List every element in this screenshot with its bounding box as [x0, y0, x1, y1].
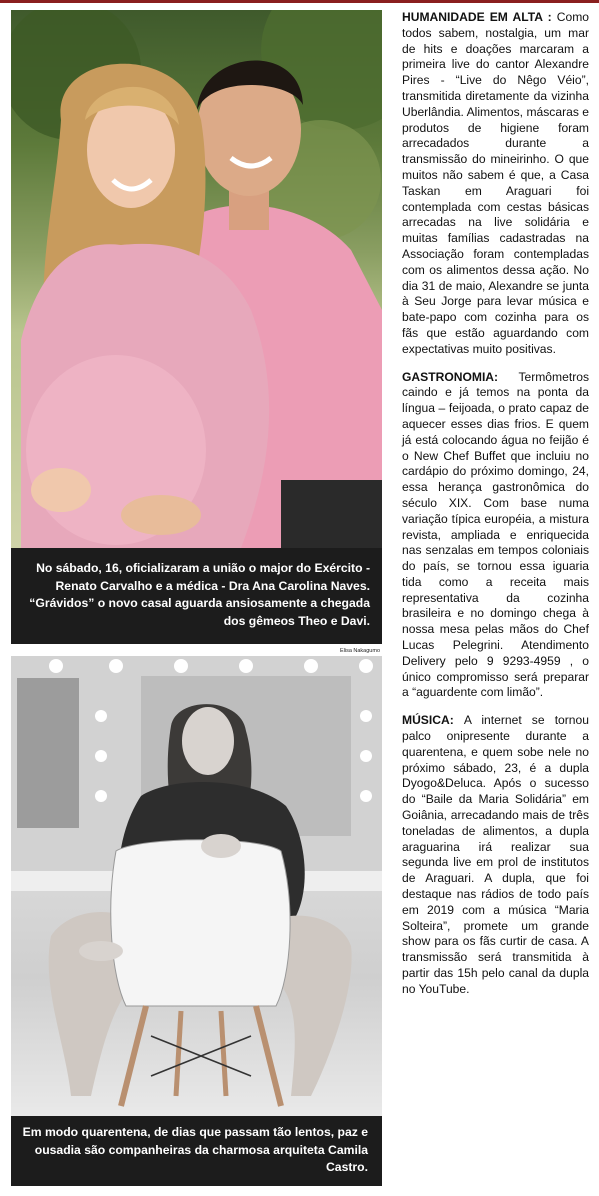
photo-credit: Elisa Nakagumo — [339, 648, 380, 654]
couple-photo — [11, 10, 382, 548]
article-body: Como todos sabem, nostalgia, um mar de hits e doações marcaram a primeira live do cantor Alexandre Pires - “Live do Nêgo Véio”, transmitida diretamente da vizinha Uberlândia. Alimentos, máscaras e produtos de higiene foram arrecadados durante a transmissão do mineirinho. O que muitos não sabem é que, a Casa Taskan em Araguari foi contemplada com cestas básicas arrecadas na live solidária e muitas famílias cadastradas na Associação foram contempladas com os alimentos dessa ação. No dia 31 de maio, Alexandre se junta à Seu Jorge para levar música e bate-papo com cozinha para os fãs que estão aguardando com expectativas muito positivas. — [402, 10, 589, 356]
social-column — [402, 10, 589, 1010]
article-body: A internet se tornou palco onipresente durante a quarentena, e quem sobe nele no próximo sábado, 23, é a dupla Dyogo&Deluca. Após o sucesso do “Baile da Maria Solidária” em Goiânia, arrecadando mais de três toneladas de alimentos, a dupla araguarina irá realizar sua segunda live em prol de institutos de Araguari. A dupla, que foi destaque nas rádios de todo país em 2019 com a música “Maria Solteira”, promete um grande show para os fãs curtir de casa. A transmissão será transmitida à partir das 15h pelo canal da dupla no YouTube. — [402, 713, 589, 996]
architect-photo — [11, 656, 382, 1116]
caption-text: Em modo quarentena, de dias que passam tão lentos, paz e ousadia são companheiras da charmosa arquiteta Camila Castro. — [22, 1125, 368, 1175]
article-musica — [402, 713, 589, 997]
architect-photo-caption — [11, 1116, 382, 1186]
article-heading: GASTRONOMIA: — [402, 369, 519, 384]
article-heading: HUMANIDADE EM ALTA : — [402, 10, 557, 24]
couple-photo-caption — [11, 548, 382, 644]
article-gastronomia — [402, 370, 589, 702]
top-rule — [0, 0, 599, 3]
caption-text: No sábado, 16, oficializaram a união o major do Exército - Renato Carvalho e a médica - Dra Ana Carolina Naves. “Grávidos” o novo casal aguarda ansiosamente a chegada dos gêmeos Theo e Davi. — [29, 561, 370, 628]
article-humanidade — [402, 10, 589, 358]
article-body: Termômetros caindo e já temos na ponta da língua – feijoada, o prato capaz de aquecer esses dias frios. E quem já está colocando água no feijão é o New Chef Buffet que incluiu no cardápio do próximo domingo, 24, essa herança gastronômica do século XIX. Com base numa variação típica européia, a mistura revista, ampliada e enriquecida nas senzalas em tempos coloniais do país, se tornou essa iguaria tida como a receita mais representativa da cozinha brasileira e no domingo chega à nossa mesa pelas mãos do Chef Lucas Pelegrini. Atendimento Delivery pelo 9 9293-4959 , o único compromisso será preparar a “aguardente com limão”. — [402, 369, 589, 700]
article-heading: MÚSICA: — [402, 713, 464, 728]
